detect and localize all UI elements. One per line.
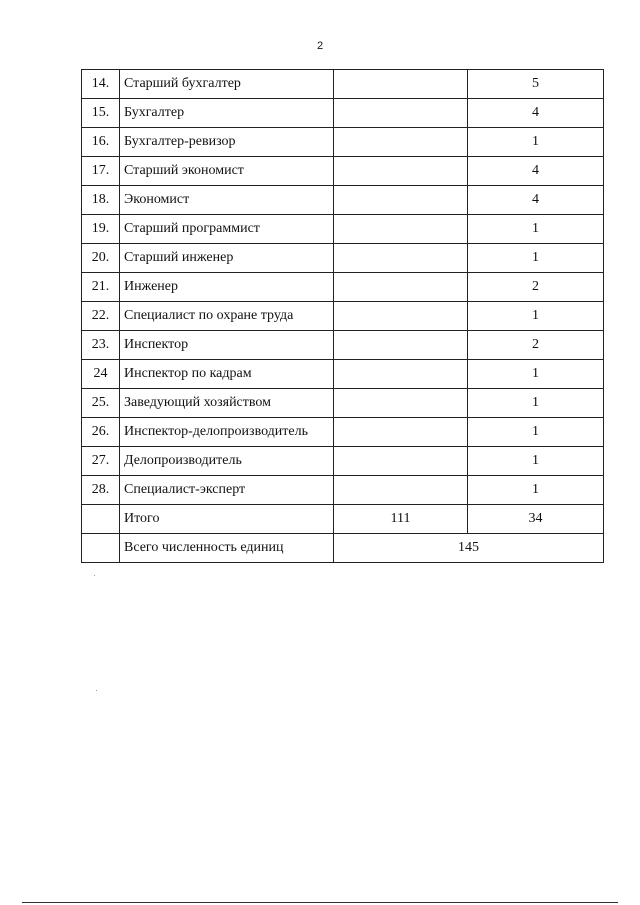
grand-total-row xyxy=(82,534,604,563)
table-row xyxy=(82,157,604,186)
count-col-3 xyxy=(334,302,468,331)
count-col-3 xyxy=(334,273,468,302)
position-name: Специалист-эксперт xyxy=(120,476,334,505)
position-name: Старший программист xyxy=(120,215,334,244)
count-col-3 xyxy=(334,128,468,157)
count-col-4: 4 xyxy=(468,157,604,186)
staffing-table-body xyxy=(82,70,604,563)
row-number: 20. xyxy=(82,244,120,273)
table-row xyxy=(82,331,604,360)
count-col-3 xyxy=(334,99,468,128)
grand-total-label: Всего численность единиц xyxy=(120,534,334,563)
position-name: Экономист xyxy=(120,186,334,215)
table-row xyxy=(82,360,604,389)
table-row xyxy=(82,447,604,476)
row-number: 24 xyxy=(82,360,120,389)
row-number: 26. xyxy=(82,418,120,447)
table-row xyxy=(82,389,604,418)
table-row xyxy=(82,302,604,331)
row-number: 16. xyxy=(82,128,120,157)
count-col-4: 1 xyxy=(468,389,604,418)
position-name: Делопроизводитель xyxy=(120,447,334,476)
total-col-4: 34 xyxy=(468,505,604,534)
count-col-4: 1 xyxy=(468,476,604,505)
count-col-4: 1 xyxy=(468,360,604,389)
position-name: Бухгалтер-ревизор xyxy=(120,128,334,157)
count-col-4: 1 xyxy=(468,244,604,273)
count-col-4: 2 xyxy=(468,331,604,360)
table-row xyxy=(82,70,604,99)
position-name: Старший инженер xyxy=(120,244,334,273)
count-col-4: 4 xyxy=(468,186,604,215)
position-name: Старший экономист xyxy=(120,157,334,186)
grand-total-value: 145 xyxy=(334,534,604,563)
table-row xyxy=(82,128,604,157)
count-col-4: 4 xyxy=(468,99,604,128)
row-number: 17. xyxy=(82,157,120,186)
page-number: 2 xyxy=(316,40,324,52)
count-col-4: 1 xyxy=(468,447,604,476)
position-name: Старший бухгалтер xyxy=(120,70,334,99)
count-col-3 xyxy=(334,331,468,360)
table-row xyxy=(82,476,604,505)
count-col-3 xyxy=(334,447,468,476)
position-name: Бухгалтер xyxy=(120,99,334,128)
count-col-3 xyxy=(334,244,468,273)
bottom-rule xyxy=(22,902,618,903)
count-col-3 xyxy=(334,215,468,244)
total-row xyxy=(82,505,604,534)
count-col-4: 2 xyxy=(468,273,604,302)
row-number-empty xyxy=(82,505,120,534)
row-number: 22. xyxy=(82,302,120,331)
count-col-3 xyxy=(334,157,468,186)
row-number: 15. xyxy=(82,99,120,128)
row-number-empty xyxy=(82,534,120,563)
row-number: 19. xyxy=(82,215,120,244)
position-name: Инспектор-делопроизводитель xyxy=(120,418,334,447)
table-row xyxy=(82,273,604,302)
row-number: 27. xyxy=(82,447,120,476)
position-name: Инженер xyxy=(120,273,334,302)
position-name: Заведующий хозяйством xyxy=(120,389,334,418)
row-number: 14. xyxy=(82,70,120,99)
table-row xyxy=(82,418,604,447)
row-number: 18. xyxy=(82,186,120,215)
count-col-3 xyxy=(334,70,468,99)
total-col-3: 111 xyxy=(334,505,468,534)
scan-speck xyxy=(96,690,97,691)
table-row xyxy=(82,99,604,128)
scan-speck xyxy=(94,575,95,576)
total-label: Итого xyxy=(120,505,334,534)
count-col-3 xyxy=(334,186,468,215)
staffing-table xyxy=(81,69,604,563)
count-col-4: 1 xyxy=(468,418,604,447)
count-col-3 xyxy=(334,476,468,505)
position-name: Инспектор по кадрам xyxy=(120,360,334,389)
position-name: Специалист по охране труда xyxy=(120,302,334,331)
count-col-3 xyxy=(334,418,468,447)
table-row xyxy=(82,215,604,244)
row-number: 23. xyxy=(82,331,120,360)
count-col-4: 1 xyxy=(468,128,604,157)
count-col-3 xyxy=(334,389,468,418)
row-number: 25. xyxy=(82,389,120,418)
count-col-4: 1 xyxy=(468,215,604,244)
row-number: 28. xyxy=(82,476,120,505)
count-col-4: 5 xyxy=(468,70,604,99)
position-name: Инспектор xyxy=(120,331,334,360)
table-row xyxy=(82,186,604,215)
count-col-4: 1 xyxy=(468,302,604,331)
table-row xyxy=(82,244,604,273)
row-number: 21. xyxy=(82,273,120,302)
count-col-3 xyxy=(334,360,468,389)
